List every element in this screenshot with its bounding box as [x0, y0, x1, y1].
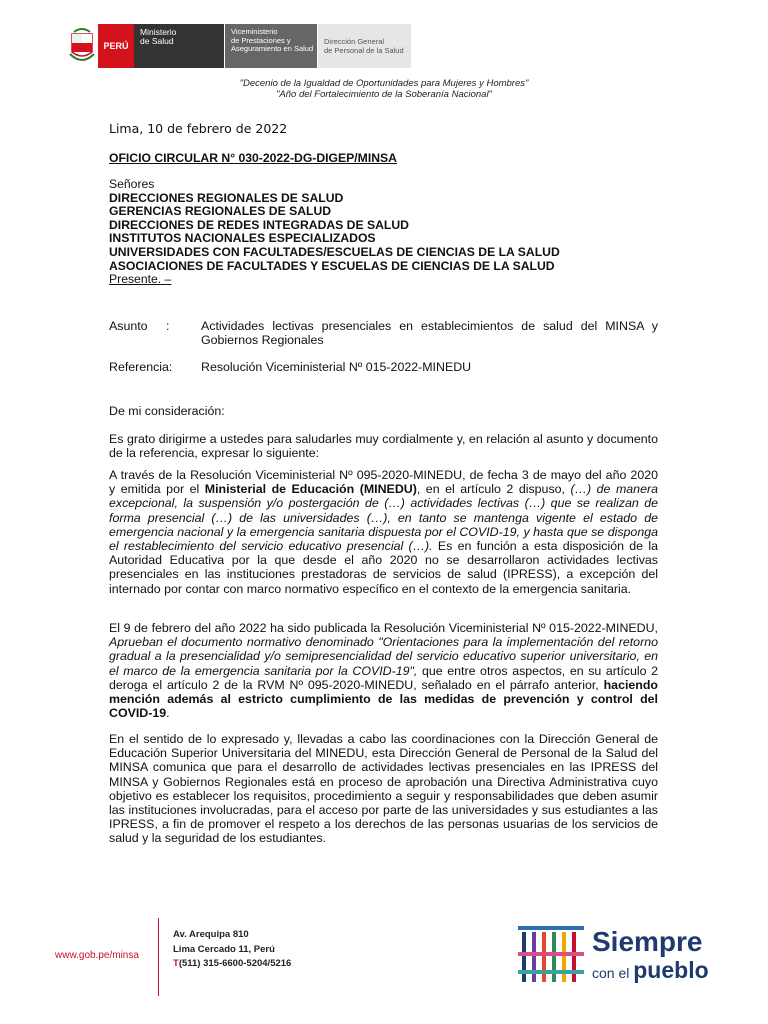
- logo-siempre-text: Siempre: [592, 926, 703, 957]
- decenio-line: "Decenio de la Igualdad de Oportunidades para Mujeres y Hombres": [239, 78, 529, 89]
- paragraph-2: A través de la Resolución Viceministerial Nº 095-2020-MINEDU, de fecha 3 de mayo del año 2020 y emitida por el Ministerial de Educación (MINEDU), en el artículo 2 dispuso, (…) de manera excepcional, la suspensión y/o postergación de (…) actividades lectivas (…) que se realizan de forma presencial (…) de las universidades (…), en tanto se mantenga vigente el estado de emergencia nacional y la emergencia sanitaria dispuesta por el COVID-19, y hasta que se disponga el restablecimiento del servicio educativo presencial (…). Es en función a esta disposición de la Autoridad Educativa por la que desde el año 2020 no se desarrollaron actividades lectivas presenciales en las instituciones prestadoras de servicios de salud (IPRESS), a excepción del internado por contar con marco normativo específico en el contexto de la emergencia sanitaria.: [109, 468, 658, 596]
- siempre-logo-icon: [518, 924, 588, 990]
- asunto-colon: :: [166, 319, 170, 333]
- recipients-block: [109, 178, 560, 287]
- viceministerio-label: Viceministerio de Prestaciones y Aseguramiento en Salud: [224, 24, 317, 68]
- recipient-line: INSTITUTOS NACIONALES ESPECIALIZADOS: [109, 231, 376, 246]
- greeting: De mi consideración:: [109, 404, 225, 418]
- recipient-line: DIRECCIONES REGIONALES DE SALUD: [109, 190, 344, 205]
- peru-label: PERÚ: [98, 24, 134, 68]
- document-date: Lima, 10 de febrero de 2022: [109, 121, 288, 136]
- asunto-label: Asunto: [109, 319, 148, 333]
- recipient-line: ASOCIACIONES DE FACULTADES Y ESCUELAS DE CIENCIAS DE LA SALUD: [109, 258, 555, 273]
- recipient-line: DIRECCIONES DE REDES INTEGRADAS DE SALUD: [109, 217, 409, 232]
- oficio-number: OFICIO CIRCULAR N° 030-2022-DG-DIGEP/MINSA: [109, 151, 397, 165]
- footer-divider: [158, 918, 159, 996]
- recipient-line: UNIVERSIDADES CON FACULTADES/ESCUELAS DE CIENCIAS DE LA SALUD: [109, 244, 560, 259]
- coat-of-arms-icon: [66, 24, 98, 68]
- salutation: Señores: [109, 177, 155, 191]
- paragraph-1: Es grato dirigirme a ustedes para saludarles muy cordialmente y, en relación al asunto y documento de la referencia, expresar lo siguiente:: [109, 432, 658, 461]
- recipient-line: GERENCIAS REGIONALES DE SALUD: [109, 204, 332, 219]
- direccion-label: Dirección General de Personal de la Salud: [317, 24, 411, 68]
- anio-line: "Año del Fortalecimiento de la Soberanía Nacional": [276, 89, 492, 100]
- minsa-header-logo: [66, 24, 411, 68]
- asunto-value: Actividades lectivas presenciales en establecimientos de salud del MINSA y Gobiernos Regionales: [201, 319, 658, 347]
- referencia-value: Resolución Viceministerial Nº 015-2022-MINEDU: [201, 360, 472, 374]
- paragraph-4: En el sentido de lo expresado y, llevadas a cabo las coordinaciones con la Dirección General de Educación Superior Universitaria del MINEDU, esta Dirección General de Personal de la Salud del MINSA comunica que para el desarrollo de actividades lectivas presenciales en las IPRESS del MINSA y Gobiernos Regionales está en proceso de aprobación una Directiva Administrativa cuyo objetivo es establecer los requisitos, procedimiento a seguir y responsabilidades que deben asumir las instituciones involucradas, para el acceso por parte de las universidades y sus estudiantes a las IPRESS, a fin de promover el respeto a los derechos de las personas usuarias de los servicios de salud y la seguridad de los estudiantes.: [109, 732, 658, 846]
- logo-pueblo-text: con el pueblo: [592, 957, 709, 983]
- website-link[interactable]: www.gob.pe/minsa: [55, 950, 139, 961]
- footer-address: Av. Arequipa 810 Lima Cercado 11, Perú T(511) 315-6600-5204/5216: [173, 929, 292, 969]
- referencia-label: Referencia:: [109, 360, 173, 374]
- presente: Presente. –: [109, 272, 172, 287]
- ministerio-label: Ministerio de Salud: [134, 24, 224, 68]
- paragraph-3: El 9 de febrero del año 2022 ha sido publicada la Resolución Viceministerial Nº 015-2022-MINEDU, Aprueban el documento normativo denominado "Orientaciones para la implementación del retorno gradual a la presencialidad y/o semipresencialidad del servicio educativo superior universitario, en el marco de la emergencia sanitaria por la COVID-19", que entre otros aspectos, en su artículo 2 deroga el artículo 2 de la RVM Nº 095-2020-MINEDU, señalado en el párrafo anterior, haciendo mención además al estricto cumplimiento de las medidas de prevención y control del COVID-19.: [109, 621, 658, 721]
